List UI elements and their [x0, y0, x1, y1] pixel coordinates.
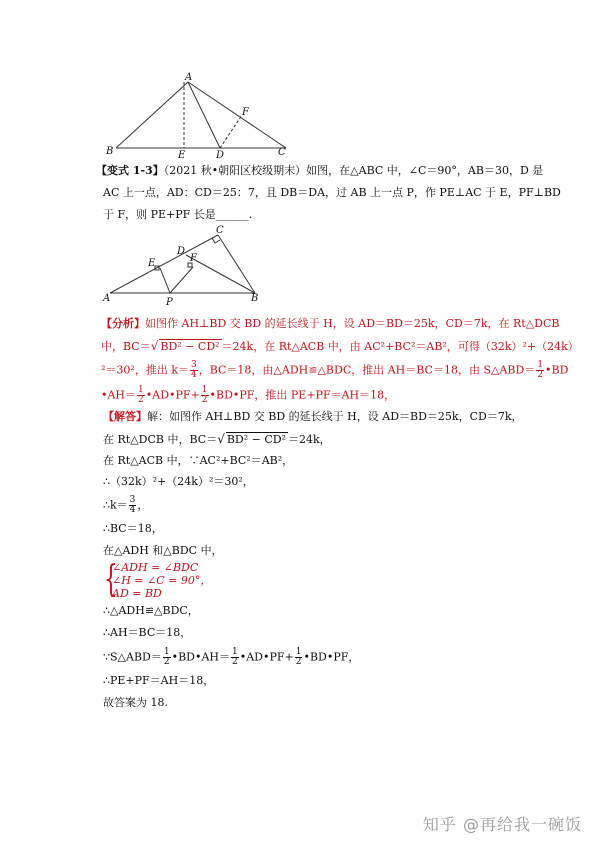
solution-frac2-num: 1 — [163, 647, 170, 657]
label2-d: D — [177, 246, 186, 257]
problem-line-2: AC 上一点，AD：CD＝25：7，且 DB＝DA，过 AB 上一点 P，作 PE⊥AC 于 E，PF⊥BD — [103, 186, 561, 199]
solution-sqrt: BD² − CD² — [226, 433, 287, 446]
solution-line-2: 在 Rt△DCB 中，BC＝√ BD² − CD² ＝24k， — [103, 432, 331, 446]
label2-c: C — [216, 225, 224, 236]
system-eq-1: ∠ADH = ∠BDC — [112, 561, 199, 574]
figure-triangle-abc-2 — [100, 225, 270, 307]
problem-tag: 【变式 1-3】 — [96, 164, 164, 177]
figure-triangle-abc-1 — [100, 68, 300, 160]
analysis-frac-den: 4 — [190, 370, 197, 380]
solution-line-8: ∴△ADH≌△BDC， — [103, 604, 199, 617]
problem-line-3: 于 F，则 PE+PF 长是______. — [103, 208, 253, 221]
system-eq-2: ∠H = ∠C = 90°， — [112, 574, 212, 587]
analysis-frac2-num: 1 — [537, 360, 544, 370]
analysis-line-2: 中，BC＝√ BD² − CD² ＝24k，在 Rt△ACB 中，由 AC²+BC²＝AB²，可得（32k）²+（24k） — [101, 339, 579, 353]
solution-frac4-den: 2 — [295, 657, 302, 667]
analysis-sqrt: BD² − CD² — [160, 340, 220, 353]
solution-line-9: ∴AH＝BC＝18， — [103, 626, 192, 639]
label-a: A — [185, 72, 193, 83]
analysis-text-1: 如图作 AH⊥BD 交 BD 的延长线于 H，设 AD＝BD＝25k，CD＝7k，在 Rt△DCB — [145, 317, 560, 330]
solution-line-7: 在△ADH 和△BDC 中， — [103, 544, 223, 557]
analysis-frac4-num: 1 — [201, 385, 208, 395]
analysis-frac3-den: 2 — [138, 395, 144, 405]
solution-text-1: 解：如图作 AH⊥BD 交 BD 的延长线于 H，设 AD＝BD＝25k，CD＝7k， — [147, 410, 523, 423]
label2-a: A — [103, 293, 111, 304]
solution-line-12: 故答案为 18. — [103, 696, 168, 709]
analysis-tag: 【分析】 — [101, 317, 145, 330]
solution-line-3: 在 Rt△ACB 中，∵AC²+BC²＝AB²， — [103, 454, 294, 467]
analysis-text-2a: 中，BC＝ — [101, 340, 151, 353]
analysis-text-3a: ²＝30²，推出 k＝ — [101, 363, 189, 377]
analysis-line-4 — [101, 386, 395, 405]
analysis-frac-num: 3 — [190, 360, 197, 370]
solution-line-6: ∴BC＝18， — [103, 522, 163, 535]
analysis-line-3 — [101, 361, 568, 380]
analysis-text-4c: •BD•PF，推出 PE+PF＝AH＝18， — [209, 388, 396, 402]
solution-frac-num: 3 — [129, 495, 136, 505]
label-f: F — [242, 107, 249, 118]
solution-line-5 — [103, 496, 148, 515]
analysis-frac4-den: 2 — [201, 395, 208, 405]
solution-frac3-num: 1 — [232, 647, 238, 657]
label2-b: B — [251, 293, 259, 304]
problem-text-1: （2021 秋•朝阳区校级期末）如图，在△ABC 中，∠C＝90°，AB＝30，D 是 — [163, 164, 544, 177]
problem-line-1 — [96, 164, 543, 178]
analysis-frac2-den: 2 — [537, 370, 544, 380]
label-b: B — [106, 146, 114, 157]
solution-line-1 — [103, 410, 523, 424]
analysis-text-4a: •AH＝ — [101, 388, 137, 402]
analysis-text-3b: ，BC＝18，由△ADH≌△BDC，推出 AH＝BC＝18，由 S△ABD＝ — [198, 363, 536, 377]
solution-text-10a: ∵S△ABD＝ — [103, 650, 162, 664]
solution-text-10d: •BD•PF， — [303, 650, 360, 664]
label-c: C — [278, 147, 286, 158]
watermark: 知乎 @再给我一碗饭 — [422, 815, 582, 834]
solution-text-10c: •AD•PF+ — [239, 650, 294, 664]
solution-text-2a: 在 Rt△DCB 中，BC＝ — [103, 433, 218, 446]
solution-text-5b: ， — [137, 498, 149, 512]
system-eq-3: AD = BD — [112, 587, 162, 600]
solution-text-5a: ∴k＝ — [103, 498, 128, 512]
solution-text-2b: ＝24k， — [288, 433, 331, 446]
label2-f: F — [190, 253, 197, 264]
solution-line-11: ∴PE+PF＝AH＝18， — [103, 674, 215, 687]
label2-p: P — [166, 297, 173, 307]
analysis-line-1 — [101, 317, 559, 331]
solution-frac2-den: 2 — [163, 657, 170, 667]
solution-frac-den: 4 — [129, 505, 136, 515]
system-brace: { — [104, 559, 118, 600]
solution-line-4: ∴（32k）²+（24k）²＝30²， — [103, 475, 254, 488]
solution-line-10 — [103, 648, 359, 667]
label2-e: E — [148, 258, 156, 269]
label-d: D — [216, 150, 225, 160]
analysis-text-2b: ＝24k，在 Rt△ACB 中，由 AC²+BC²＝AB²，可得（32k）²+（24k） — [221, 340, 579, 353]
analysis-text-3c: •BD — [545, 363, 569, 377]
solution-frac4-num: 1 — [295, 647, 302, 657]
analysis-frac3-num: 1 — [138, 385, 144, 395]
label-e: E — [178, 150, 186, 160]
solution-frac3-den: 2 — [232, 657, 238, 667]
solution-tag: 【解答】 — [103, 410, 147, 423]
analysis-text-4b: •AD•PF+ — [145, 388, 200, 402]
solution-text-10b: •BD•AH＝ — [171, 650, 230, 664]
